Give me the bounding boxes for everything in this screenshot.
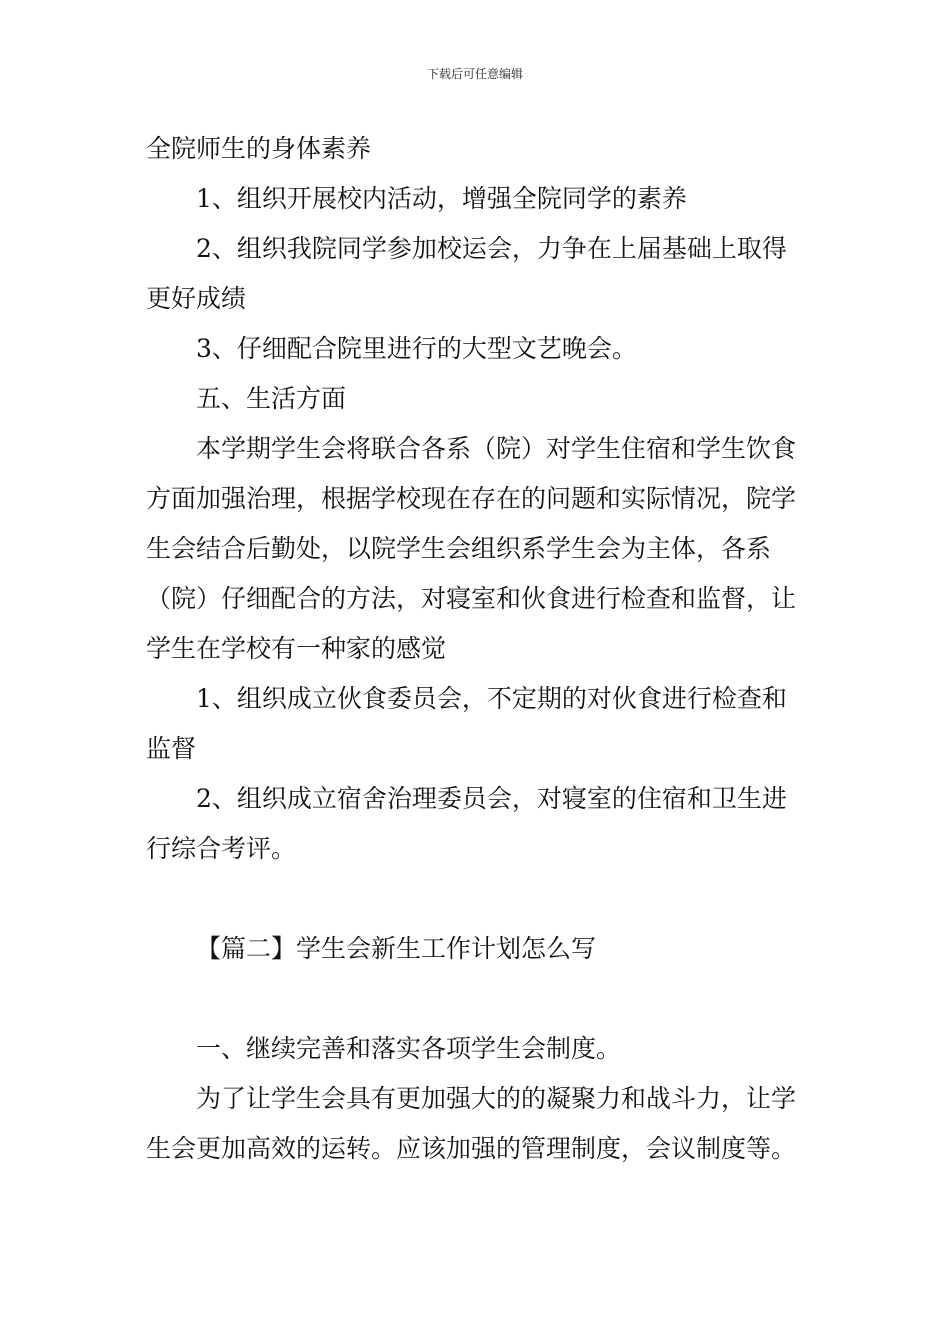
list-item-1: 1、组织开展校内活动，增强全院同学的素养 [196, 184, 687, 213]
section-heading: 【篇二】学生会新生工作计划怎么写 [196, 934, 597, 963]
list-item-3: 3、仔细配合院里进行的大型文艺晚会。 [196, 334, 637, 363]
section-title-life: 五、生活方面 [196, 384, 347, 413]
list-item-dorm-committee: 2、组织成立宿舍治理委员会，对寝室的住宿和卫生进行综合考评。 [146, 784, 787, 863]
paragraph-life: 本学期学生会将联合各系（院）对学生住宿和学生饮食方面加强治理，根据学校现在存在的问题和实际情况，院学生会结合后勤处，以院学生会组织系学生会为主体，各系（院）仔细配合的方法，对寝室和伙食进行检查和监督，让学生在学校有一种家的感觉 [146, 434, 797, 663]
list-item-food-committee: 1、组织成立伙食委员会，不定期的对伙食进行检查和监督 [146, 684, 787, 763]
paragraph-continuation: 全院师生的身体素养 [146, 134, 372, 163]
list-item-2: 2、组织我院同学参加校运会，力争在上届基础上取得更好成绩 [146, 234, 787, 313]
paragraph-rules: 为了让学生会具有更加强大的的凝聚力和战斗力，让学生会更加高效的运转。应该加强的管理制度，会议制度等。 [146, 1084, 797, 1163]
section-title-rules: 一、继续完善和落实各项学生会制度。 [196, 1034, 622, 1063]
page-header: 下载后可任意编辑 [426, 67, 523, 81]
document-body [146, 124, 810, 1174]
